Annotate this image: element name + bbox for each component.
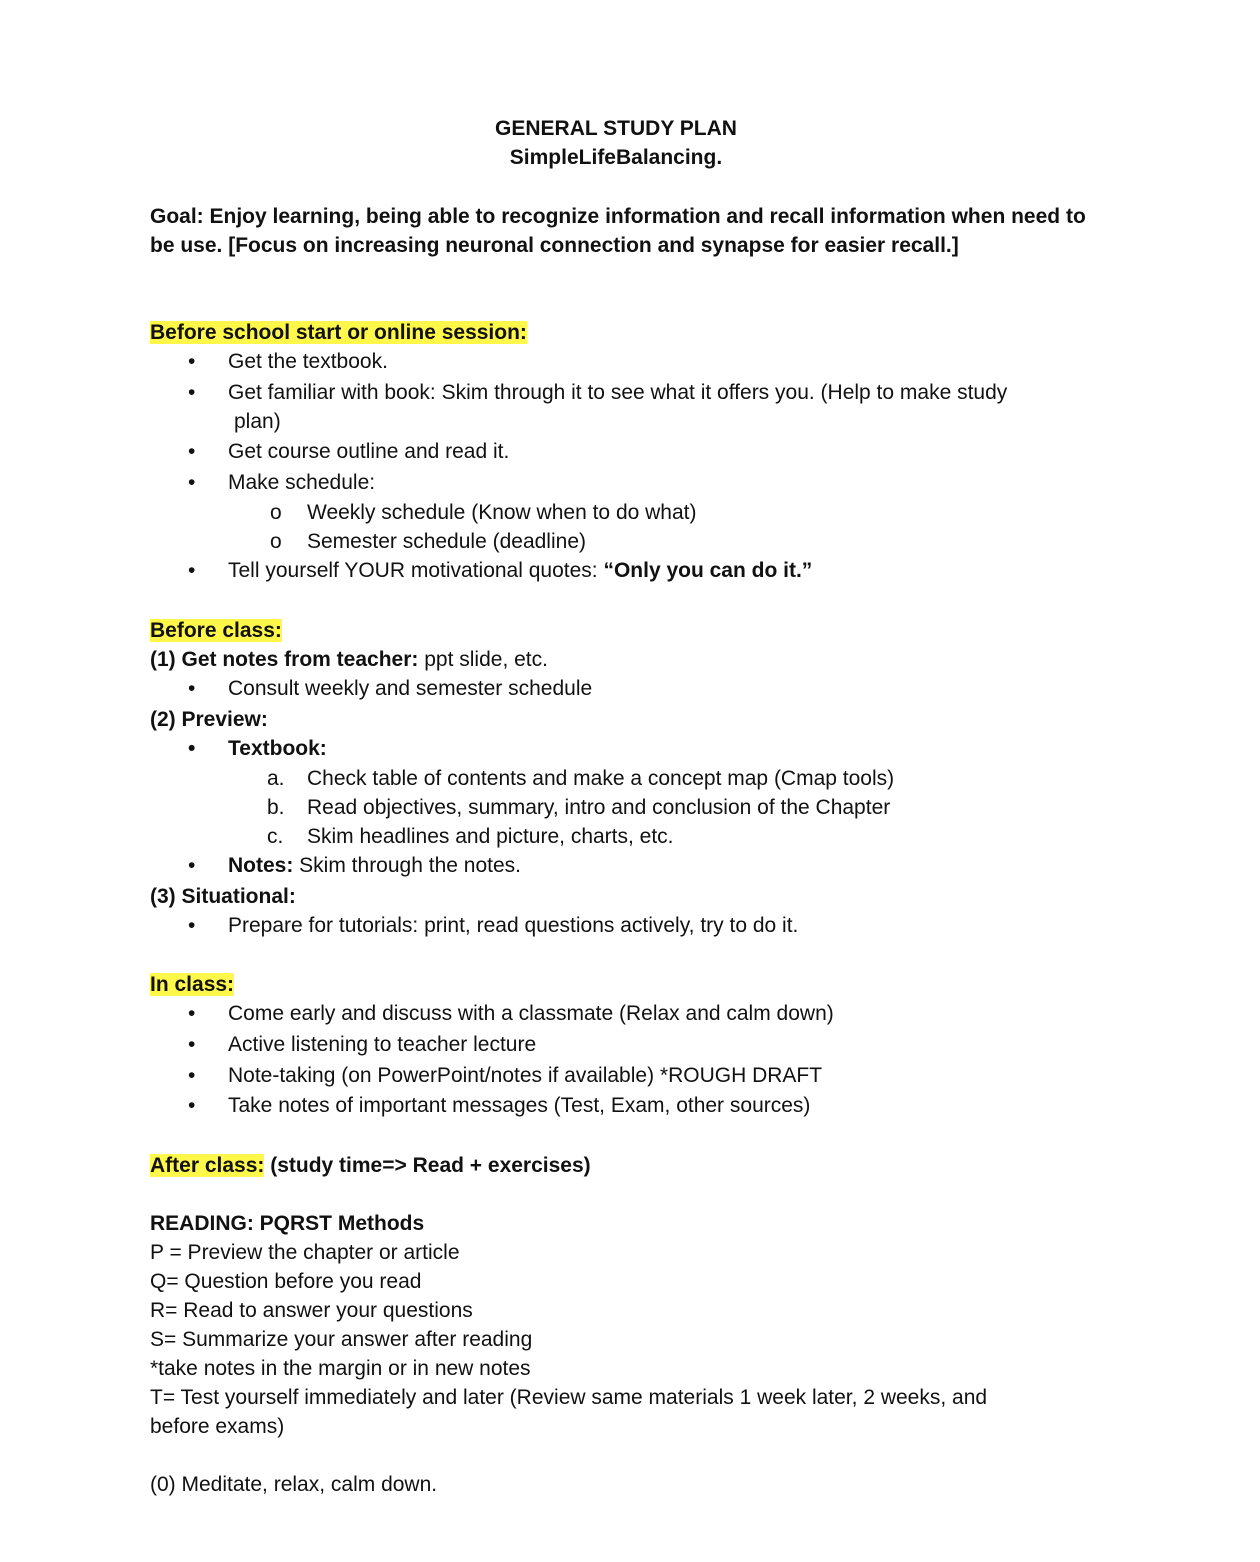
spacer xyxy=(150,1180,1110,1209)
in-class-list xyxy=(150,999,1110,1120)
list-item: • Take notes of important messages (Test, Exam, other sources) xyxy=(150,1091,1110,1120)
document-title: GENERAL STUDY PLAN xyxy=(495,117,737,140)
final-line: (0) Meditate, relax, calm down. xyxy=(150,1472,438,1496)
notes-list xyxy=(150,851,1110,880)
reading-line: P = Preview the chapter or article xyxy=(150,1240,460,1264)
motivation-quote: “Only you can do it.” xyxy=(603,559,813,583)
list-item: • Get course outline and read it. xyxy=(150,437,1110,466)
spacer xyxy=(150,260,1110,318)
sub-list-item xyxy=(150,764,1110,793)
step-2-list xyxy=(150,734,1110,763)
notes-label: Notes: xyxy=(228,854,294,878)
notes-text: Skim through the notes. xyxy=(293,854,521,878)
document-page xyxy=(150,114,1110,1499)
textbook-label: • Textbook: xyxy=(150,734,1110,763)
highlight: In class: xyxy=(150,973,235,997)
list-marker: b. xyxy=(267,796,285,820)
list-item: • Consult weekly and semester schedule xyxy=(150,674,1110,703)
spacer xyxy=(150,1122,1110,1151)
section-after-class-heading xyxy=(150,1151,1110,1180)
list-item: • Get the textbook. xyxy=(150,347,1110,376)
step-1-label: (1) Get notes from teacher: xyxy=(150,647,419,671)
step-2-label: (2) Preview: xyxy=(150,707,268,731)
motivation-list xyxy=(150,556,1110,585)
reading-line: T= Test yourself immediately and later (Review same materials 1 week later, 2 weeks, and before exams) xyxy=(150,1385,988,1438)
list-marker: c. xyxy=(267,825,284,849)
spacer xyxy=(150,1441,1110,1470)
spacer xyxy=(150,941,1110,970)
reading-line: Q= Question before you read xyxy=(150,1269,422,1293)
list-item: • Make schedule: xyxy=(150,468,1110,497)
step-1-text: ppt slide, etc. xyxy=(418,647,548,671)
textbook-sublist xyxy=(150,764,1110,851)
list-item xyxy=(150,378,1110,436)
reading-line: *take notes in the margin or in new notes xyxy=(150,1356,531,1380)
section-before-school-heading xyxy=(150,318,1110,347)
reading-line: R= Read to answer your questions xyxy=(150,1298,473,1322)
section-before-class-heading xyxy=(150,616,1110,645)
list-item-continuation: plan) xyxy=(234,409,281,433)
sub-list-item: o Semester schedule (deadline) xyxy=(150,527,1110,556)
sub-list-item-text: Skim headlines and picture, charts, etc. xyxy=(307,825,674,849)
before-school-list xyxy=(150,347,1110,497)
list-item xyxy=(150,851,1110,880)
goal-statement: Goal: Enjoy learning, being able to recognize information and recall information when need to be use. [Focus on increasing neuronal connection and synapse for easier recall.] xyxy=(150,205,1086,257)
step-3-list xyxy=(150,911,1110,940)
highlight: Before class: xyxy=(150,618,282,642)
list-item: • Active listening to teacher lecture xyxy=(150,1030,1110,1059)
sub-list-item-text: Read objectives, summary, intro and conclusion of the Chapter xyxy=(307,796,891,820)
sub-list-item-text: Check table of contents and make a concept map (Cmap tools) xyxy=(307,767,895,791)
step-3-label: (3) Situational: xyxy=(150,884,296,908)
title-block xyxy=(122,114,1110,172)
list-item-text: Get familiar with book: Skim through it to see what it offers you. (Help to make study xyxy=(228,380,1008,404)
after-class-suffix: (study time=> Read + exercises) xyxy=(264,1153,591,1177)
section-in-class-heading xyxy=(150,970,1110,999)
step-1-list xyxy=(150,674,1110,703)
list-item: • Note-taking (on PowerPoint/notes if available) *ROUGH DRAFT xyxy=(150,1061,1110,1090)
schedule-sublist xyxy=(150,498,1110,556)
list-item: • Prepare for tutorials: print, read questions actively, try to do it. xyxy=(150,911,1110,940)
list-item xyxy=(150,556,1110,585)
sub-list-item xyxy=(150,822,1110,851)
reading-heading: READING: PQRST Methods xyxy=(150,1211,425,1235)
list-item: • Come early and discuss with a classmate (Relax and calm down) xyxy=(150,999,1110,1028)
highlight: Before school start or online session: xyxy=(150,321,527,344)
motivation-text: Tell yourself YOUR motivational quotes: xyxy=(228,559,604,583)
document-subtitle: SimpleLifeBalancing. xyxy=(509,146,723,169)
spacer xyxy=(150,587,1110,616)
reading-line: S= Summarize your answer after reading xyxy=(150,1327,533,1351)
sub-list-item xyxy=(150,793,1110,822)
highlight: After class: xyxy=(150,1153,265,1177)
sub-list-item: o Weekly schedule (Know when to do what) xyxy=(150,498,1110,527)
step-1 xyxy=(150,645,1110,674)
list-marker: a. xyxy=(267,767,285,791)
